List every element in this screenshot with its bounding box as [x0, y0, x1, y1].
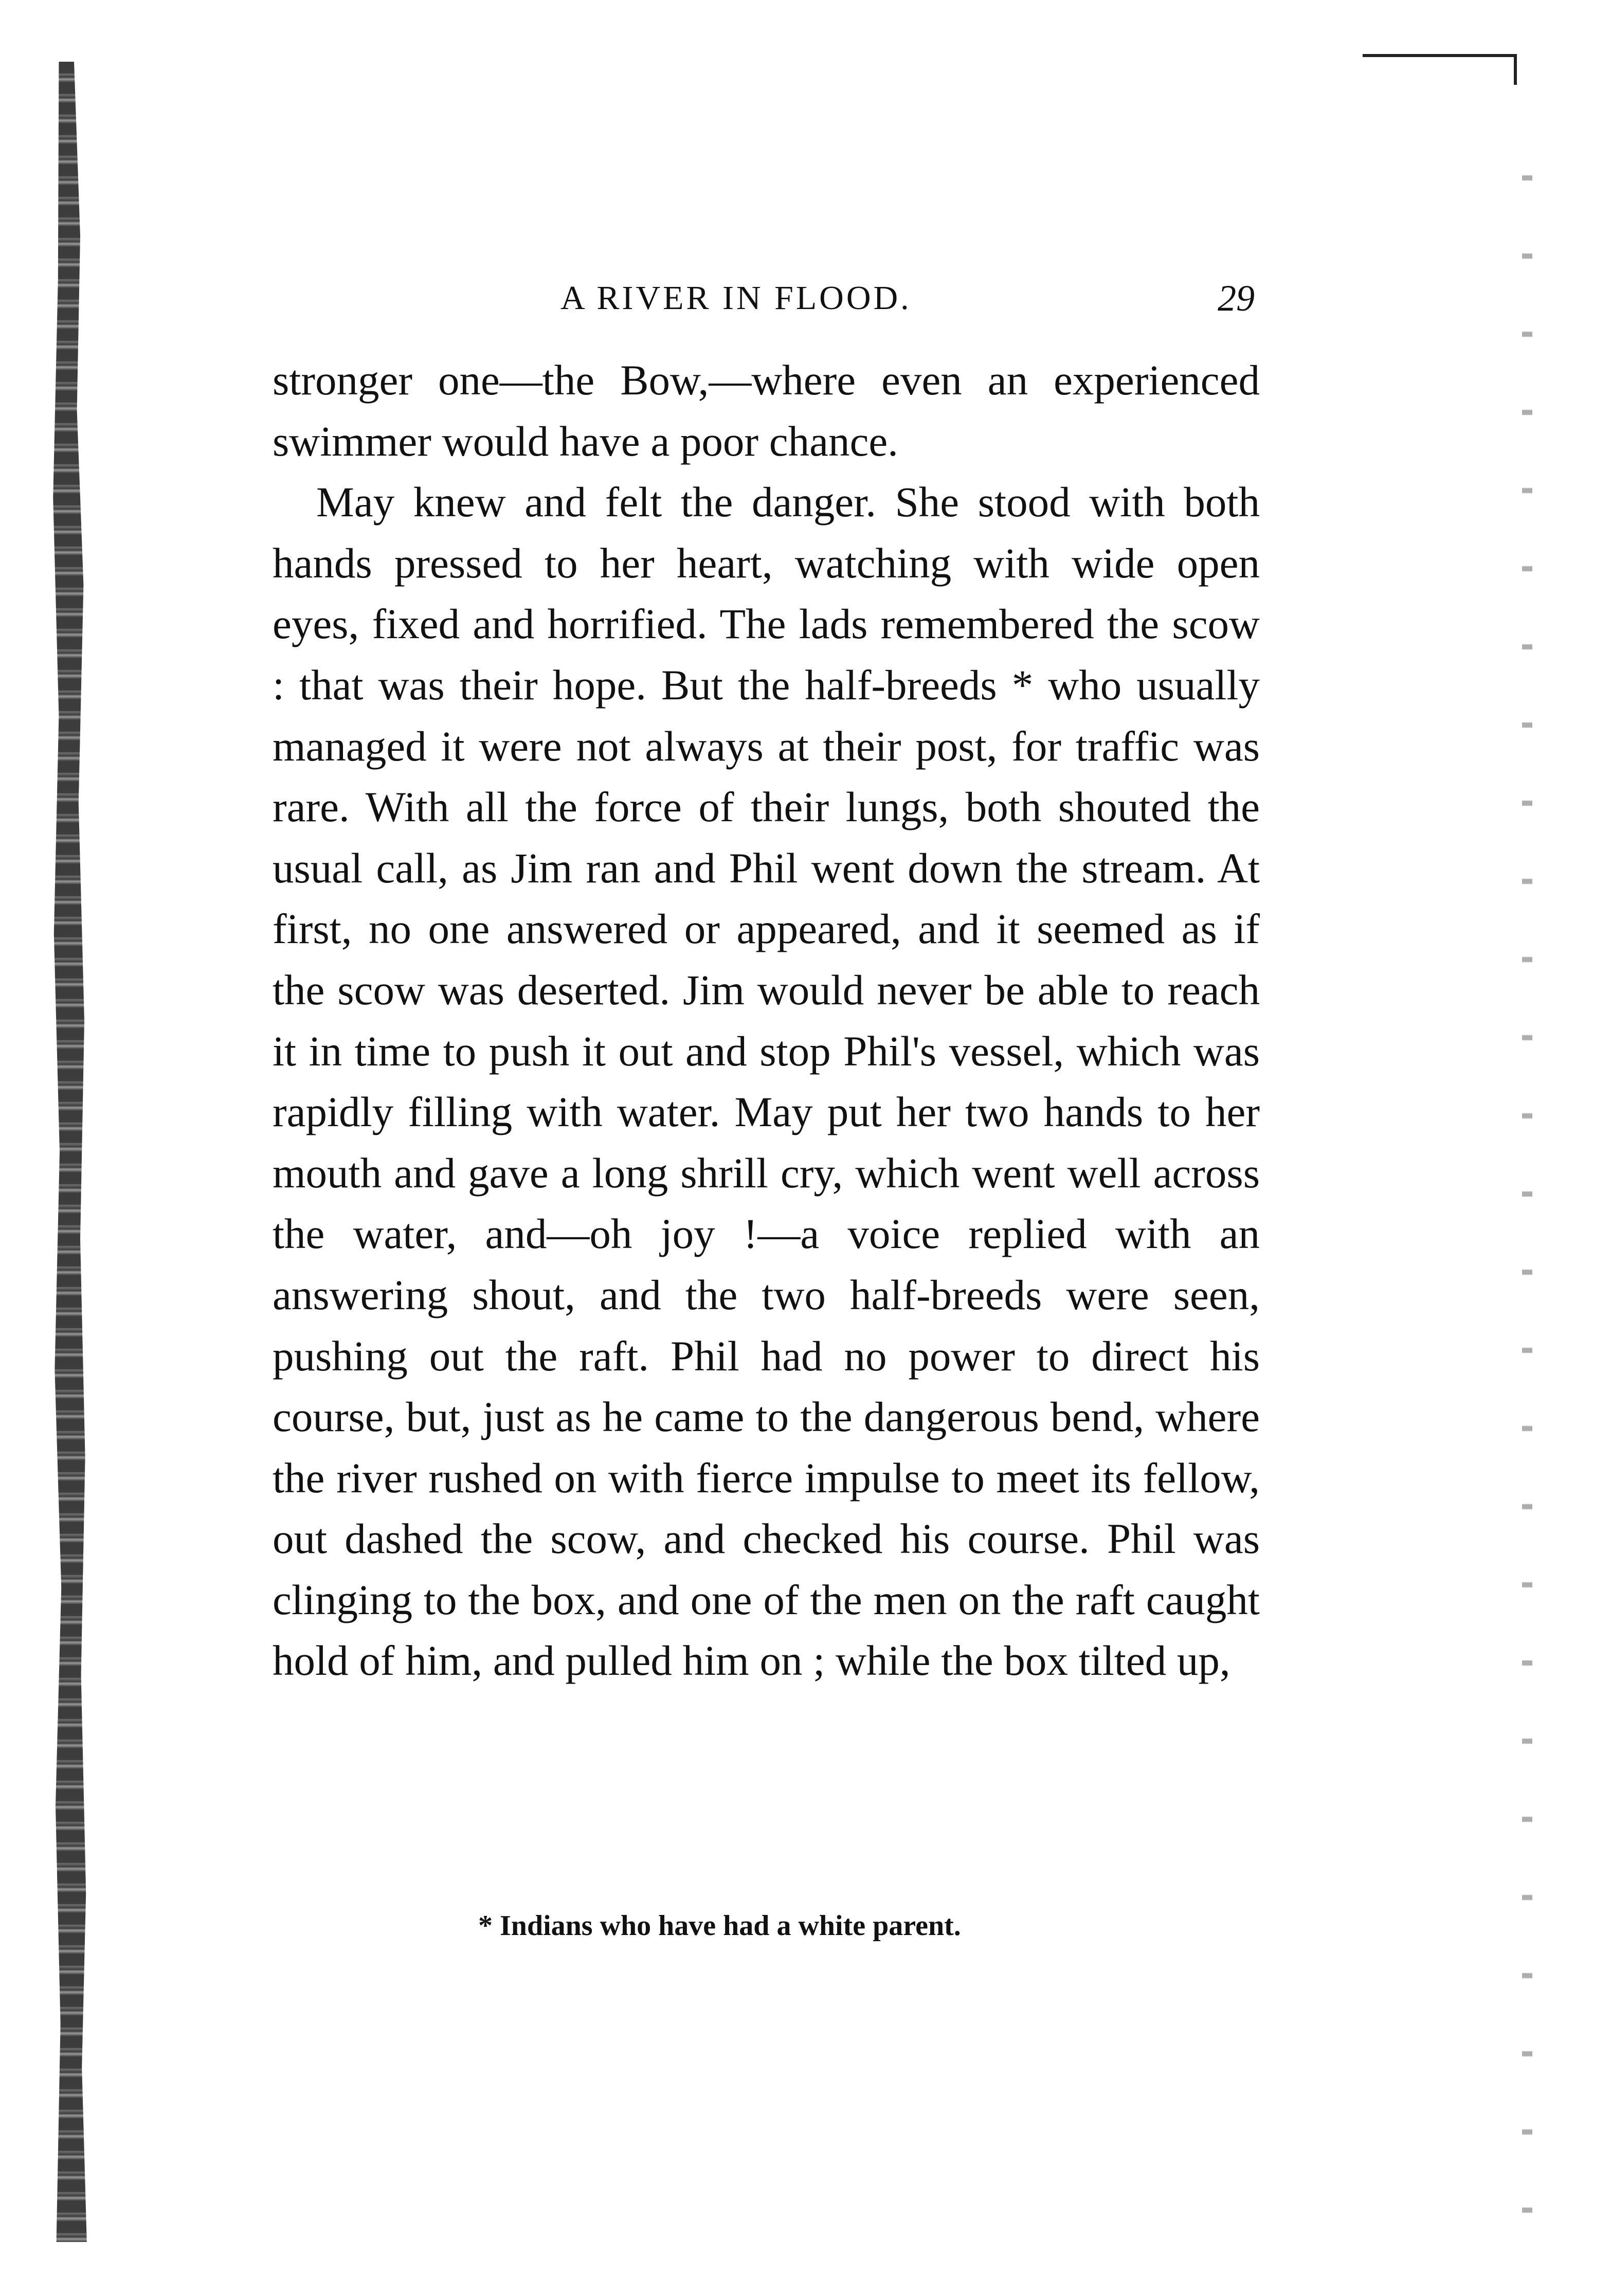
page-header	[560, 275, 1255, 321]
footnote: * Indians who have had a white parent.	[478, 1910, 961, 1942]
running-head: A RIVER IN FLOOD.	[560, 279, 912, 317]
scan-edge-line	[1363, 54, 1517, 57]
binding-edge	[51, 62, 93, 2242]
scan-edge-hook	[1514, 54, 1517, 85]
paragraph-1: stronger one—the Bow,—where even an experienced swimmer would have a poor chance.	[273, 356, 1260, 465]
scan-specks	[1522, 103, 1532, 2263]
paragraph-2: May knew and felt the danger. She stood with both hands pressed to her heart, watching with wide open eyes, fixed and horrified. The lads remembered the scow : that was their hope. But the half-breeds * who usually managed it were not always at their post, for traffic was rare. With all the force of their lungs, both shouted the usual call, as Jim ran and Phil went down the stream. At first, no one answered or appeared, and it seemed as if the scow was deserted. Jim would never be able to reach it in time to push it out and stop Phil's vessel, which was rapidly filling with water. May put her two hands to her mouth and gave a long shrill cry, which went well across the water, and—oh joy !—a voice replied with an answering shout, and the two half-breeds were seen, pushing out the raft. Phil had no power to direct his course, but, just as he came to the dangerous bend, where the river rushed on with fierce impulse to meet its fellow, out dashed the scow, and checked his course. Phil was clinging to the box, and one of the men on the raft caught hold of him, and pulled him on ; while the box tilted up,	[273, 478, 1260, 1685]
body-text	[273, 350, 1260, 1691]
page-number: 29	[1218, 278, 1255, 319]
